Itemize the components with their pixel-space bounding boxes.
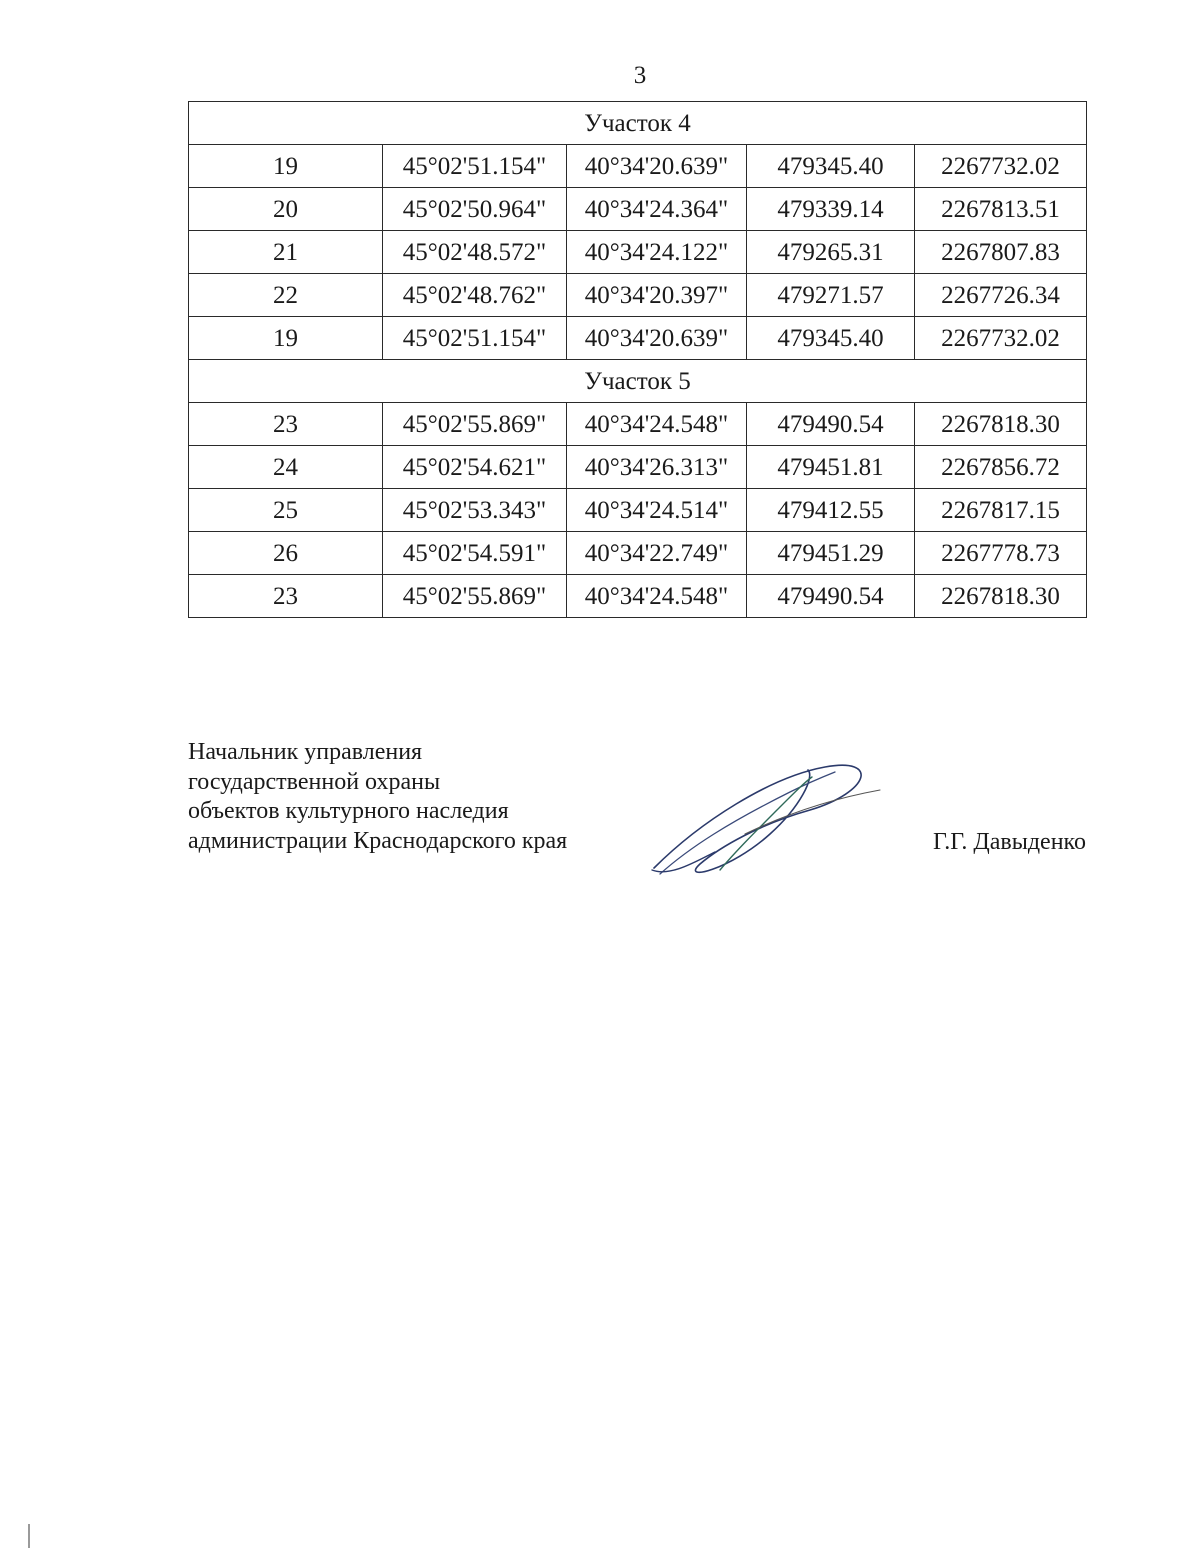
table-row xyxy=(189,403,1087,446)
position-line: государственной охраны xyxy=(188,768,441,795)
point-number-cell: 19 xyxy=(189,317,383,360)
y-coordinate-cell: 2267726.34 xyxy=(915,274,1087,317)
longitude-cell: 40°34'26.313" xyxy=(567,446,747,489)
y-coordinate-cell: 2267732.02 xyxy=(915,317,1087,360)
signer-name: Г.Г. Давыденко xyxy=(933,829,1086,855)
latitude-cell: 45°02'48.572" xyxy=(383,231,567,274)
table-row xyxy=(189,317,1087,360)
longitude-cell: 40°34'20.639" xyxy=(567,317,747,360)
position-line: объектов культурного наследия xyxy=(188,798,509,824)
section-title: Участок 4 xyxy=(189,102,1087,145)
table-row xyxy=(189,446,1087,489)
table-row xyxy=(189,575,1087,618)
table-row xyxy=(189,145,1087,188)
longitude-cell: 40°34'24.122" xyxy=(567,231,747,274)
section-header-row xyxy=(189,102,1087,145)
y-coordinate-cell: 2267818.30 xyxy=(915,575,1087,618)
page-number: 3 xyxy=(633,62,647,89)
point-number-cell: 22 xyxy=(189,274,383,317)
longitude-cell: 40°34'22.749" xyxy=(567,532,747,575)
latitude-cell: 45°02'50.964" xyxy=(383,188,567,231)
y-coordinate-cell: 2267817.15 xyxy=(915,489,1087,532)
table-row xyxy=(189,489,1087,532)
y-coordinate-cell: 2267732.02 xyxy=(915,145,1087,188)
latitude-cell: 45°02'51.154" xyxy=(383,317,567,360)
coordinates-table xyxy=(188,101,1087,618)
point-number-cell: 26 xyxy=(189,532,383,575)
latitude-cell: 45°02'55.869" xyxy=(383,403,567,446)
x-coordinate-cell: 479490.54 xyxy=(747,403,915,446)
x-coordinate-cell: 479451.81 xyxy=(747,446,915,489)
position-line: администрации Краснодарского края xyxy=(188,827,568,854)
position-line: Начальник управления xyxy=(188,739,423,765)
table-row xyxy=(189,532,1087,575)
point-number-cell: 25 xyxy=(189,489,383,532)
y-coordinate-cell: 2267807.83 xyxy=(915,231,1087,274)
y-coordinate-cell: 2267813.51 xyxy=(915,188,1087,231)
table-row xyxy=(189,231,1087,274)
longitude-cell: 40°34'24.548" xyxy=(567,575,747,618)
longitude-cell: 40°34'20.639" xyxy=(567,145,747,188)
latitude-cell: 45°02'53.343" xyxy=(383,489,567,532)
point-number-cell: 23 xyxy=(189,403,383,446)
signer-position xyxy=(188,738,567,856)
latitude-cell: 45°02'55.869" xyxy=(383,575,567,618)
point-number-cell: 21 xyxy=(189,231,383,274)
x-coordinate-cell: 479412.55 xyxy=(747,489,915,532)
longitude-cell: 40°34'24.514" xyxy=(567,489,747,532)
longitude-cell: 40°34'24.364" xyxy=(567,188,747,231)
latitude-cell: 45°02'54.621" xyxy=(383,446,567,489)
latitude-cell: 45°02'54.591" xyxy=(383,532,567,575)
x-coordinate-cell: 479265.31 xyxy=(747,231,915,274)
longitude-cell: 40°34'24.548" xyxy=(567,403,747,446)
point-number-cell: 23 xyxy=(189,575,383,618)
y-coordinate-cell: 2267778.73 xyxy=(915,532,1087,575)
point-number-cell: 24 xyxy=(189,446,383,489)
point-number-cell: 20 xyxy=(189,188,383,231)
x-coordinate-cell: 479271.57 xyxy=(747,274,915,317)
table-row xyxy=(189,188,1087,231)
scan-margin-mark xyxy=(28,1524,30,1548)
table-row xyxy=(189,274,1087,317)
section-header-row xyxy=(189,360,1087,403)
x-coordinate-cell: 479490.54 xyxy=(747,575,915,618)
section-title: Участок 5 xyxy=(189,360,1087,403)
x-coordinate-cell: 479451.29 xyxy=(747,532,915,575)
point-number-cell: 19 xyxy=(189,145,383,188)
handwritten-signature xyxy=(640,752,890,887)
latitude-cell: 45°02'48.762" xyxy=(383,274,567,317)
y-coordinate-cell: 2267856.72 xyxy=(915,446,1087,489)
y-coordinate-cell: 2267818.30 xyxy=(915,403,1087,446)
x-coordinate-cell: 479345.40 xyxy=(747,145,915,188)
latitude-cell: 45°02'51.154" xyxy=(383,145,567,188)
longitude-cell: 40°34'20.397" xyxy=(567,274,747,317)
x-coordinate-cell: 479345.40 xyxy=(747,317,915,360)
x-coordinate-cell: 479339.14 xyxy=(747,188,915,231)
